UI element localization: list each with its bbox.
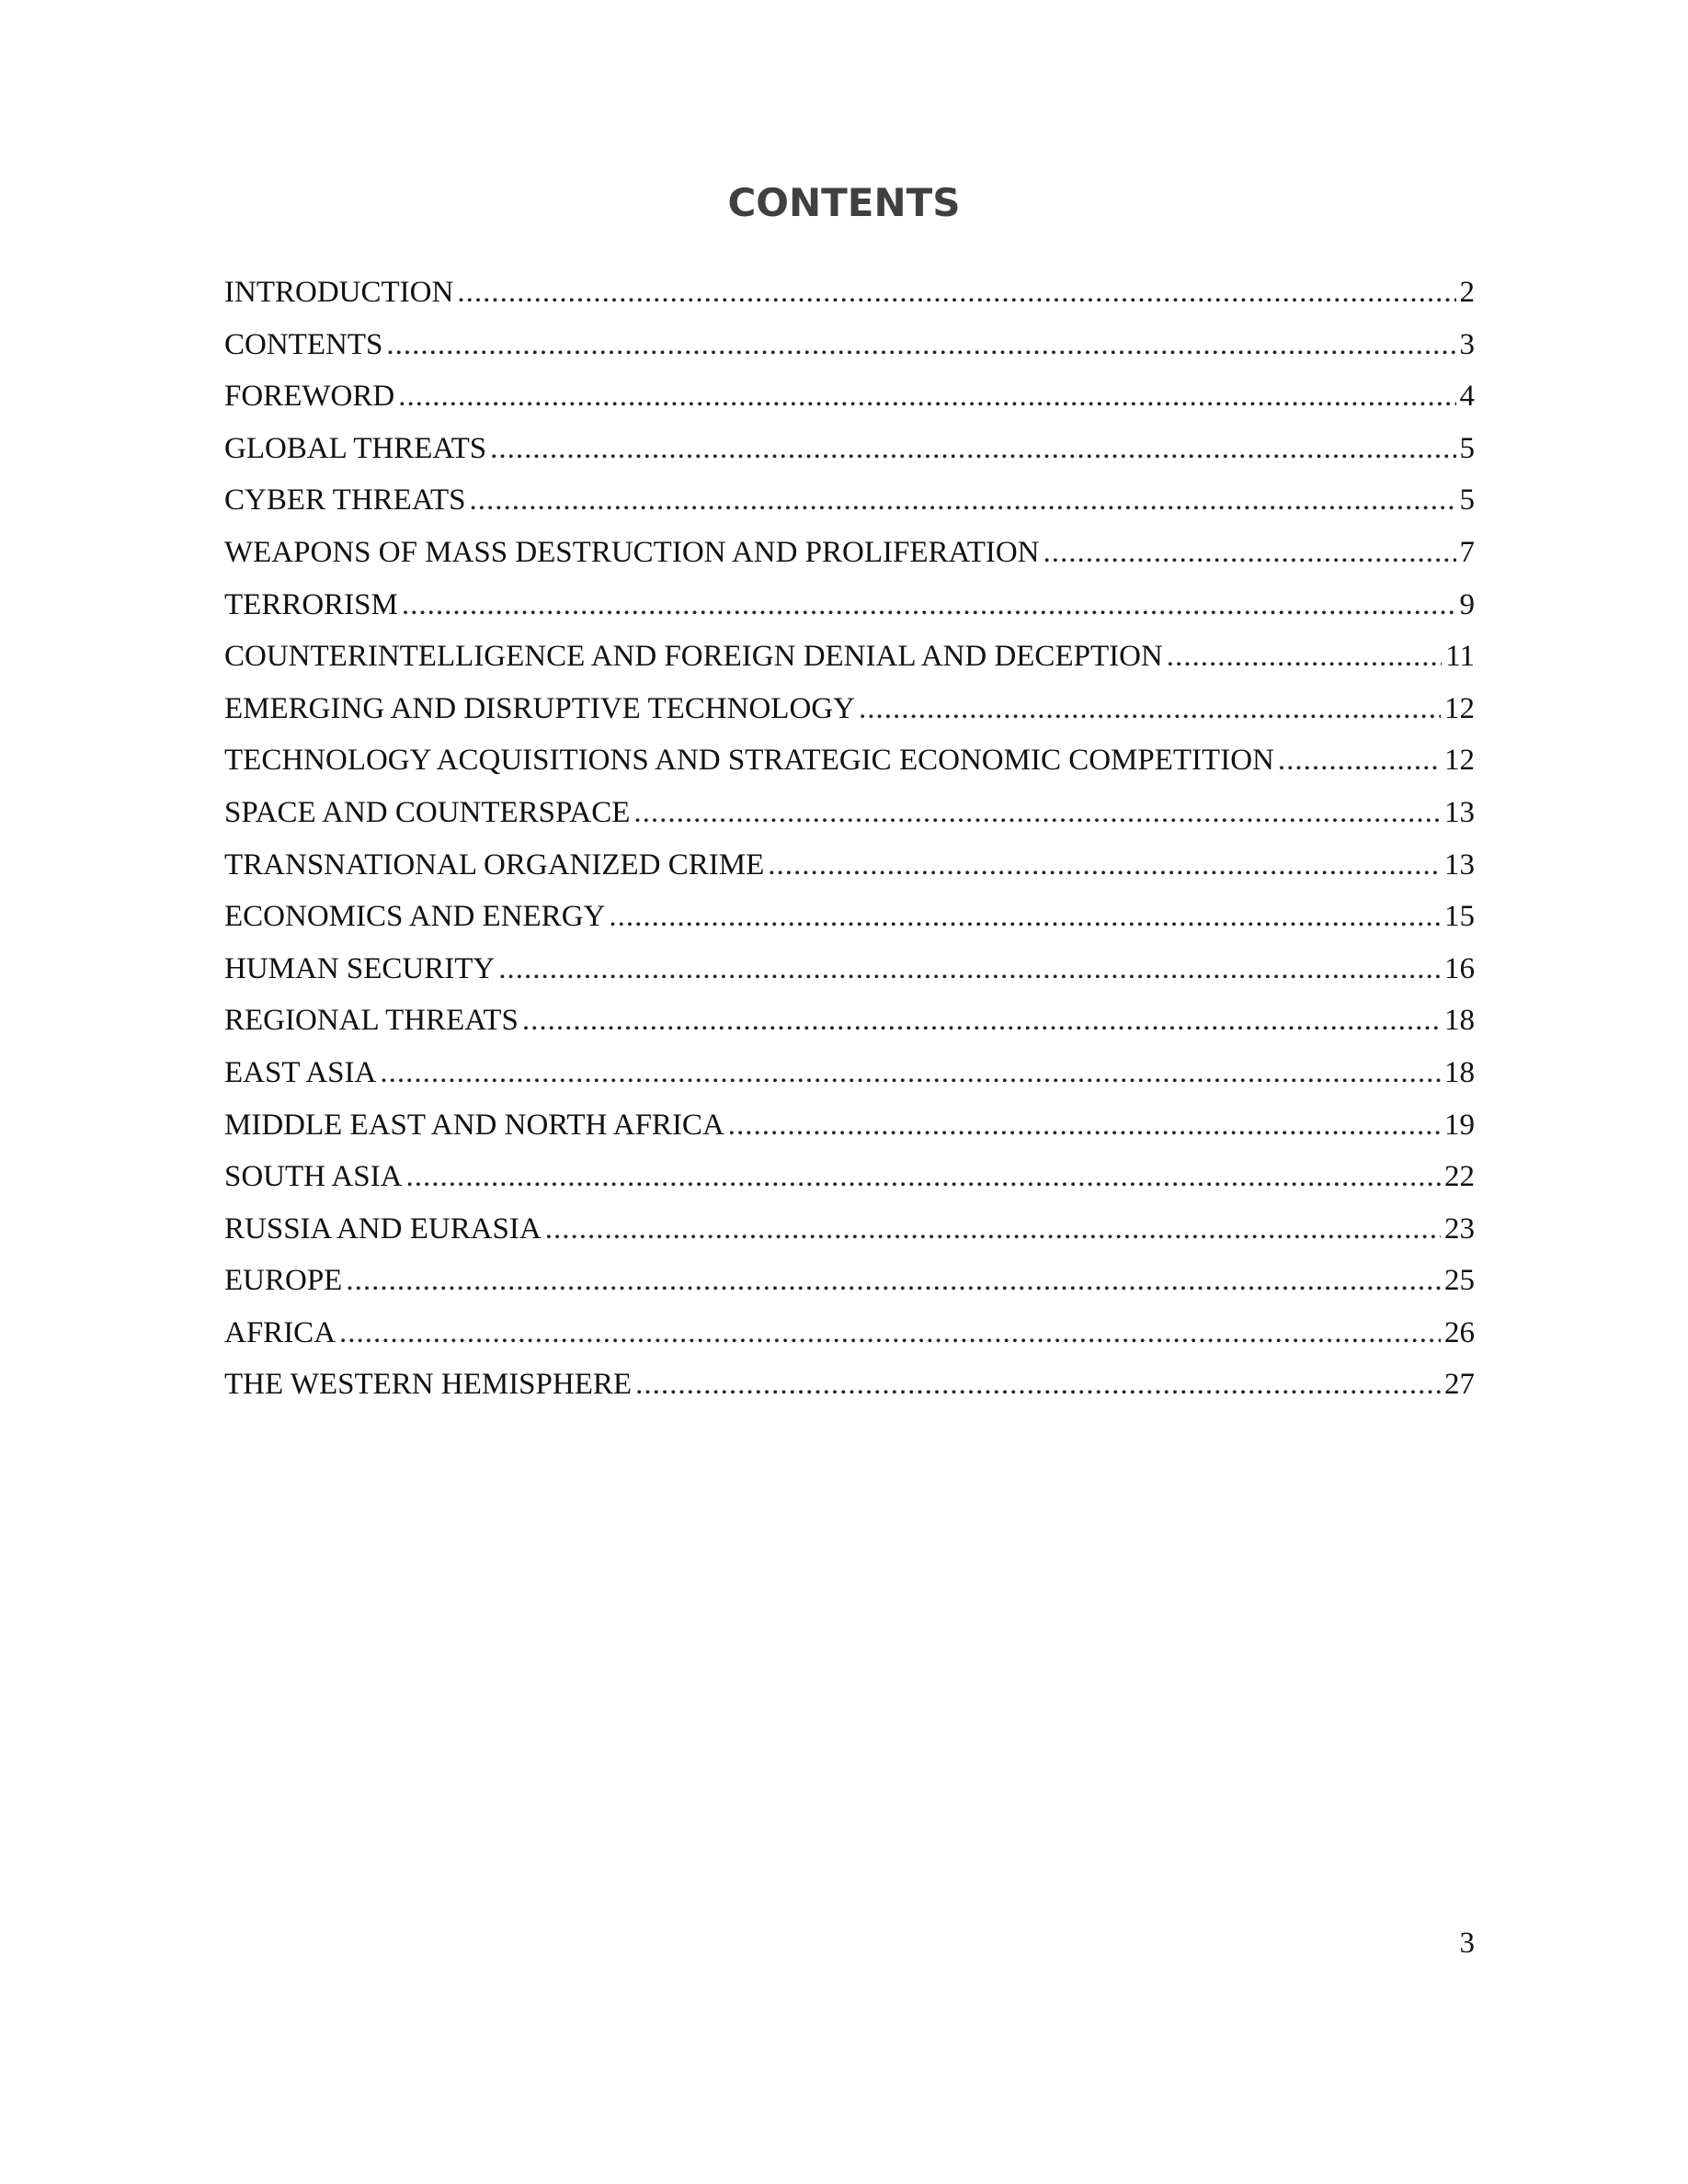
dot-leader — [457, 267, 1455, 319]
toc-entry-page-number[interactable]: 22 — [1444, 1160, 1475, 1194]
toc-entry[interactable] — [224, 423, 1475, 475]
toc-entry-page-number[interactable]: 16 — [1444, 951, 1475, 985]
dot-leader — [398, 370, 1455, 423]
toc-entry-label[interactable]: GLOBAL THREATS — [224, 431, 487, 465]
toc-entry[interactable] — [224, 631, 1475, 683]
toc-entry-label[interactable]: WEAPONS OF MASS DESTRUCTION AND PROLIFERATION — [224, 535, 1040, 569]
toc-entry-label[interactable]: ECONOMICS AND ENERGY — [224, 900, 606, 934]
toc-entry-label[interactable]: FOREWORD — [224, 380, 395, 414]
toc-entry-label[interactable]: AFRICA — [224, 1315, 336, 1349]
toc-entry-page-number[interactable]: 2 — [1459, 276, 1475, 309]
toc-entry-page-number[interactable]: 7 — [1459, 535, 1475, 569]
dot-leader — [490, 423, 1455, 475]
toc-entry-label[interactable]: TERRORISM — [224, 587, 398, 621]
dot-leader — [728, 1099, 1441, 1152]
dot-leader — [545, 1203, 1441, 1256]
toc-entry-page-number[interactable]: 3 — [1459, 327, 1475, 361]
toc-entry[interactable] — [224, 995, 1475, 1047]
toc-entry[interactable] — [224, 839, 1475, 892]
dot-leader — [768, 839, 1441, 892]
toc-entry[interactable] — [224, 527, 1475, 579]
dot-leader — [522, 995, 1441, 1047]
toc-entry[interactable] — [224, 370, 1475, 423]
toc-entry-label[interactable]: EMERGING AND DISRUPTIVE TECHNOLOGY — [224, 691, 855, 725]
toc-entry[interactable] — [224, 1099, 1475, 1152]
toc-entry-label[interactable]: REGIONAL THREATS — [224, 1004, 519, 1038]
toc-entry[interactable] — [224, 1203, 1475, 1256]
toc-entry[interactable] — [224, 1359, 1475, 1411]
dot-leader — [633, 787, 1441, 839]
toc-entry-page-number[interactable]: 15 — [1444, 900, 1475, 934]
toc-entry-label[interactable]: CYBER THREATS — [224, 483, 466, 518]
toc-entry-page-number[interactable]: 4 — [1459, 380, 1475, 414]
toc-entry-page-number[interactable]: 18 — [1444, 1004, 1475, 1038]
toc-entry-label[interactable]: INTRODUCTION — [224, 276, 454, 309]
toc-entry-page-number[interactable]: 26 — [1444, 1315, 1475, 1349]
toc-entry-page-number[interactable]: 11 — [1445, 640, 1475, 674]
toc-entry-label[interactable]: HUMAN SECURITY — [224, 951, 496, 985]
toc-entry[interactable] — [224, 579, 1475, 631]
dot-leader — [470, 474, 1456, 527]
toc-entry-page-number[interactable]: 12 — [1444, 691, 1475, 725]
toc-entry-label[interactable]: CONTENTS — [224, 327, 383, 361]
table-of-contents — [224, 267, 1475, 1411]
toc-entry-label[interactable]: MIDDLE EAST AND NORTH AFRICA — [224, 1108, 724, 1142]
dot-leader — [635, 1359, 1441, 1411]
dot-leader — [386, 319, 1455, 371]
toc-entry[interactable] — [224, 683, 1475, 735]
toc-entry-page-number[interactable]: 13 — [1444, 847, 1475, 882]
toc-entry-label[interactable]: TRANSNATIONAL ORGANIZED CRIME — [224, 847, 765, 882]
toc-entry[interactable] — [224, 891, 1475, 943]
toc-entry-page-number[interactable]: 13 — [1444, 795, 1475, 829]
toc-entry[interactable] — [224, 474, 1475, 527]
dot-leader — [380, 1047, 1441, 1099]
toc-entry[interactable] — [224, 1255, 1475, 1307]
toc-entry-page-number[interactable]: 25 — [1444, 1264, 1475, 1298]
toc-entry[interactable] — [224, 319, 1475, 371]
toc-entry-label[interactable]: THE WESTERN HEMISPHERE — [224, 1368, 633, 1402]
dot-leader — [339, 1307, 1441, 1359]
toc-entry-page-number[interactable]: 27 — [1444, 1368, 1475, 1402]
dot-leader — [405, 1151, 1441, 1203]
dot-leader — [1278, 734, 1441, 787]
dot-leader — [498, 943, 1441, 995]
toc-entry-label[interactable]: SPACE AND COUNTERSPACE — [224, 795, 631, 829]
toc-entry[interactable] — [224, 1307, 1475, 1359]
page-number: 3 — [1459, 1927, 1475, 1960]
toc-entry[interactable] — [224, 734, 1475, 787]
toc-entry-label[interactable]: SOUTH ASIA — [224, 1160, 403, 1194]
toc-entry-label[interactable]: COUNTERINTELLIGENCE AND FOREIGN DENIAL AND DECEPTION — [224, 640, 1163, 674]
toc-entry-label[interactable]: EAST ASIA — [224, 1055, 377, 1089]
dot-leader — [402, 579, 1456, 631]
toc-entry-page-number[interactable]: 18 — [1444, 1055, 1475, 1089]
toc-entry-page-number[interactable]: 9 — [1459, 587, 1475, 621]
toc-entry-page-number[interactable]: 12 — [1444, 744, 1475, 778]
toc-entry[interactable] — [224, 1151, 1475, 1203]
toc-entry-page-number[interactable]: 23 — [1444, 1211, 1475, 1246]
page-title: CONTENTS — [727, 180, 961, 225]
dot-leader — [859, 683, 1441, 735]
toc-entry-page-number[interactable]: 19 — [1444, 1108, 1475, 1142]
toc-entry-label[interactable]: RUSSIA AND EURASIA — [224, 1211, 542, 1246]
dot-leader — [609, 891, 1441, 943]
toc-entry[interactable] — [224, 943, 1475, 995]
toc-entry-label[interactable]: TECHNOLOGY ACQUISITIONS AND STRATEGIC ECONOMIC COMPETITION — [224, 744, 1274, 778]
toc-entry[interactable] — [224, 787, 1475, 839]
dot-leader — [346, 1255, 1441, 1307]
toc-entry-page-number[interactable]: 5 — [1459, 483, 1475, 518]
toc-entry[interactable] — [224, 267, 1475, 319]
dot-leader — [1167, 631, 1442, 683]
toc-entry[interactable] — [224, 1047, 1475, 1099]
dot-leader — [1044, 527, 1456, 579]
toc-entry-label[interactable]: EUROPE — [224, 1264, 343, 1298]
toc-entry-page-number[interactable]: 5 — [1459, 431, 1475, 465]
